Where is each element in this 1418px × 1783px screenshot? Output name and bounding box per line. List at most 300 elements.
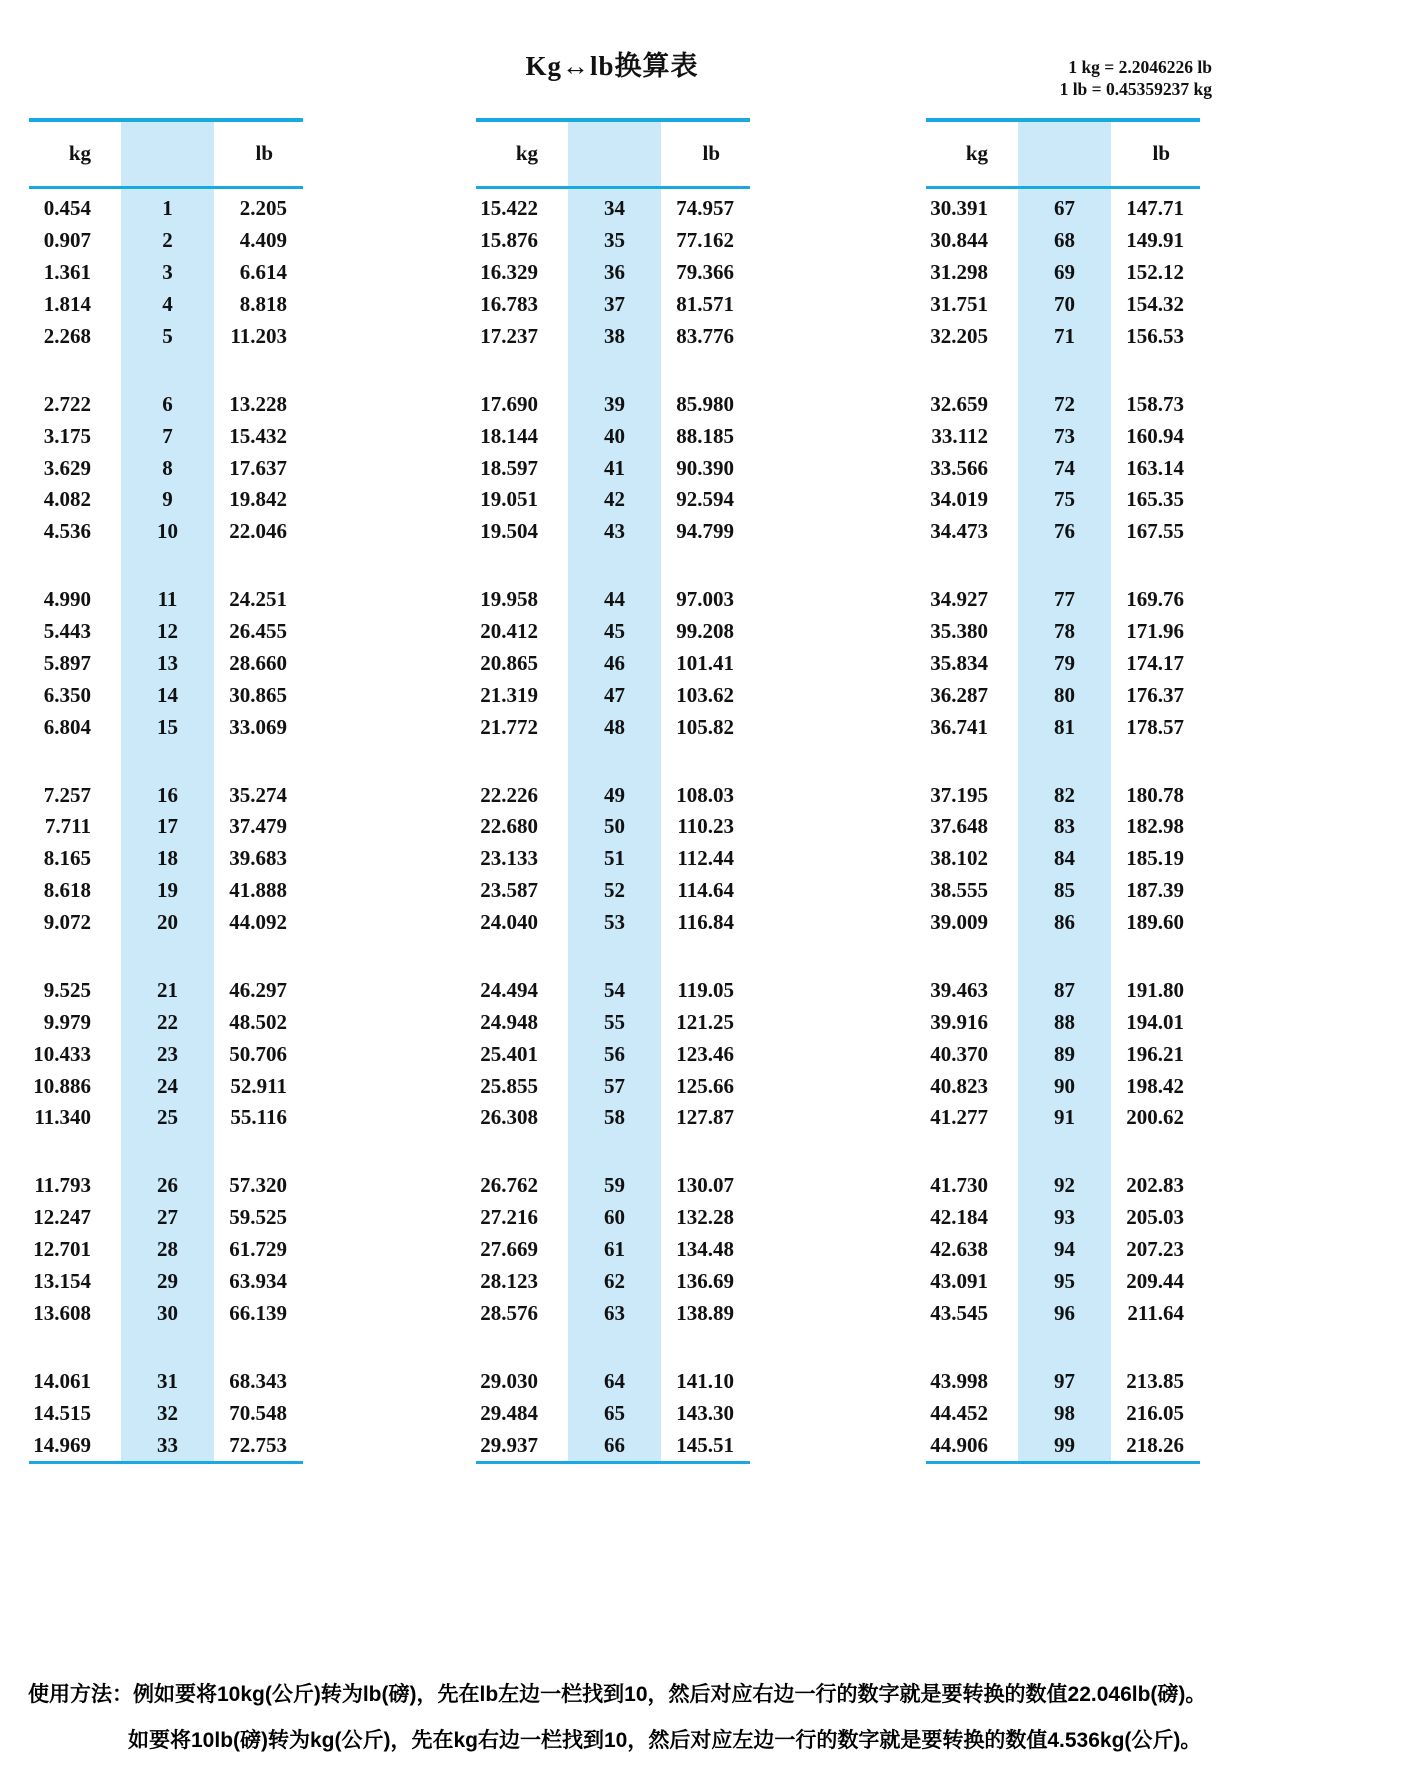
- kg-value-cell: 25.401: [480, 1041, 538, 1066]
- lb-value-cell: 63.934: [229, 1268, 287, 1293]
- table-row: [29, 1202, 303, 1234]
- lb-value-cell: 99.208: [676, 619, 734, 644]
- table-row: [476, 388, 750, 420]
- kg-value-cell: 42.184: [930, 1205, 988, 1230]
- lb-value-cell: 143.30: [676, 1400, 734, 1425]
- index-value-cell: 74: [1054, 455, 1075, 480]
- lb-value-cell: 59.525: [229, 1205, 287, 1230]
- lb-value-cell: 15.432: [229, 423, 287, 448]
- lb-value-cell: 110.23: [677, 814, 734, 839]
- kg-value-cell: 36.741: [930, 714, 988, 739]
- index-value-cell: 51: [604, 846, 625, 871]
- kg-value-cell: 44.452: [930, 1400, 988, 1425]
- table-row: [926, 648, 1200, 680]
- table-row: [29, 975, 303, 1007]
- lb-value-cell: 35.274: [229, 782, 287, 807]
- index-value-cell: 61: [604, 1237, 625, 1262]
- lb-value-cell: 48.502: [229, 1009, 287, 1034]
- conversion-table-group-3: [926, 118, 1200, 1464]
- index-value-cell: 30: [157, 1300, 178, 1325]
- kg-value-cell: 2.722: [43, 391, 91, 416]
- table-row: [926, 1397, 1200, 1429]
- table-row: [476, 1102, 750, 1134]
- index-value-cell: 33: [157, 1432, 178, 1457]
- table-row: [29, 1070, 303, 1102]
- kg-value-cell: 40.370: [930, 1041, 988, 1066]
- kg-value-cell: 36.287: [930, 682, 988, 707]
- kg-value-cell: 44.906: [930, 1432, 988, 1457]
- table-row: [926, 711, 1200, 743]
- index-value-cell: 20: [157, 910, 178, 935]
- row-block-spacer: [29, 938, 303, 974]
- kg-value-cell: 26.762: [480, 1173, 538, 1198]
- kg-value-cell: 30.391: [930, 196, 988, 221]
- lb-value-cell: 125.66: [676, 1073, 734, 1098]
- kg-value-cell: 13.154: [33, 1268, 91, 1293]
- kg-value-cell: 1.361: [43, 260, 91, 285]
- table-row: [926, 616, 1200, 648]
- lb-value-cell: 105.82: [676, 714, 734, 739]
- table-row: [29, 711, 303, 743]
- lb-value-cell: 55.116: [230, 1105, 287, 1130]
- lb-value-cell: 116.84: [677, 910, 734, 935]
- table-row: [476, 1365, 750, 1397]
- index-value-cell: 62: [604, 1268, 625, 1293]
- lb-value-cell: 127.87: [676, 1105, 734, 1130]
- table-row: [29, 679, 303, 711]
- table-row: [926, 1170, 1200, 1202]
- table-row: [926, 1266, 1200, 1298]
- usage-line-1: 使用方法：例如要将10kg(公斤)转为lb(磅)，先在lb左边一栏找到10，然后对应右边一行的数字就是要转换的数值22.046lb(磅)。: [28, 1683, 1207, 1706]
- table-row: [476, 648, 750, 680]
- lb-value-cell: 156.53: [1126, 323, 1184, 348]
- table-row: [476, 1429, 750, 1461]
- table-row: [29, 811, 303, 843]
- index-value-cell: 35: [604, 228, 625, 253]
- kg-value-cell: 28.123: [480, 1268, 538, 1293]
- lb-value-cell: 123.46: [676, 1041, 734, 1066]
- index-value-cell: 96: [1054, 1300, 1075, 1325]
- table-row: [29, 257, 303, 289]
- table-row: [476, 420, 750, 452]
- kg-value-cell: 0.454: [43, 196, 91, 221]
- kg-value-cell: 4.082: [43, 487, 91, 512]
- kg-value-cell: 31.298: [930, 260, 988, 285]
- lb-column-header: lb: [702, 141, 720, 165]
- kg-value-cell: 43.998: [930, 1368, 988, 1393]
- row-block-spacer: [926, 938, 1200, 974]
- index-value-cell: 60: [604, 1205, 625, 1230]
- kg-value-cell: 31.751: [930, 291, 988, 316]
- table-row: [29, 1297, 303, 1329]
- table-row: [29, 452, 303, 484]
- table-row: [476, 452, 750, 484]
- kg-value-cell: 15.422: [480, 196, 538, 221]
- kg-value-cell: 10.886: [33, 1073, 91, 1098]
- kg-column-header: kg: [68, 141, 91, 165]
- index-value-cell: 3: [162, 260, 173, 285]
- table-row: [926, 289, 1200, 321]
- lb-value-cell: 178.57: [1126, 714, 1184, 739]
- row-block-spacer: [29, 548, 303, 584]
- kg-value-cell: 33.112: [931, 423, 988, 448]
- index-value-cell: 37: [604, 291, 625, 316]
- table-row: [926, 452, 1200, 484]
- table-row: [476, 907, 750, 939]
- lb-value-cell: 92.594: [676, 487, 734, 512]
- index-value-cell: 43: [604, 519, 625, 544]
- kg-value-cell: 34.473: [930, 519, 988, 544]
- lb-value-cell: 103.62: [676, 682, 734, 707]
- index-value-cell: 65: [604, 1400, 625, 1425]
- lb-value-cell: 50.706: [229, 1041, 287, 1066]
- index-value-cell: 85: [1054, 878, 1075, 903]
- lb-value-cell: 66.139: [229, 1300, 287, 1325]
- table-row: [926, 1202, 1200, 1234]
- table-row: [29, 1006, 303, 1038]
- lb-value-cell: 33.069: [229, 714, 287, 739]
- kg-value-cell: 3.629: [43, 455, 91, 480]
- kg-column-header: kg: [965, 141, 988, 165]
- index-value-cell: 66: [604, 1432, 625, 1457]
- kg-value-cell: 20.412: [480, 619, 538, 644]
- kg-value-cell: 37.195: [930, 782, 988, 807]
- lb-value-cell: 209.44: [1126, 1268, 1184, 1293]
- lb-value-cell: 114.64: [677, 878, 734, 903]
- index-value-cell: 40: [604, 423, 625, 448]
- kg-value-cell: 27.669: [480, 1237, 538, 1262]
- lb-value-cell: 194.01: [1126, 1009, 1184, 1034]
- row-block-spacer: [29, 1134, 303, 1170]
- table-row: [926, 1429, 1200, 1461]
- index-value-cell: 48: [604, 714, 625, 739]
- lb-value-cell: 149.91: [1126, 228, 1184, 253]
- lb-value-cell: 85.980: [676, 391, 734, 416]
- table-header-row: [476, 122, 750, 186]
- index-value-cell: 70: [1054, 291, 1075, 316]
- lb-value-cell: 46.297: [229, 978, 287, 1003]
- index-value-cell: 42: [604, 487, 625, 512]
- index-value-cell: 4: [162, 291, 173, 316]
- kg-value-cell: 7.711: [44, 814, 91, 839]
- index-value-cell: 83: [1054, 814, 1075, 839]
- lb-value-cell: 26.455: [229, 619, 287, 644]
- index-value-cell: 29: [157, 1268, 178, 1293]
- kg-value-cell: 6.350: [43, 682, 91, 707]
- kg-value-cell: 39.916: [930, 1009, 988, 1034]
- index-value-cell: 81: [1054, 714, 1075, 739]
- index-value-cell: 59: [604, 1173, 625, 1198]
- table-row: [29, 516, 303, 548]
- table-header-row: [926, 122, 1200, 186]
- lb-value-cell: 30.865: [229, 682, 287, 707]
- table-row: [476, 1006, 750, 1038]
- table-row: [476, 811, 750, 843]
- table-row: [476, 779, 750, 811]
- index-value-cell: 82: [1054, 782, 1075, 807]
- lb-value-cell: 205.03: [1126, 1205, 1184, 1230]
- kg-column-header: kg: [515, 141, 538, 165]
- index-value-cell: 64: [604, 1368, 625, 1393]
- kg-value-cell: 19.051: [480, 487, 538, 512]
- kg-value-cell: 25.855: [480, 1073, 538, 1098]
- conversion-table-group-2: [476, 118, 750, 1464]
- table-row: [926, 320, 1200, 352]
- kg-value-cell: 27.216: [480, 1205, 538, 1230]
- lb-value-cell: 160.94: [1126, 423, 1184, 448]
- table-row: [926, 516, 1200, 548]
- table-row: [926, 193, 1200, 225]
- table-row: [476, 289, 750, 321]
- index-value-cell: 27: [157, 1205, 178, 1230]
- table-row: [29, 420, 303, 452]
- index-value-cell: 49: [604, 782, 625, 807]
- index-value-cell: 55: [604, 1009, 625, 1034]
- kg-value-cell: 21.772: [480, 714, 538, 739]
- table-row: [476, 516, 750, 548]
- lb-value-cell: 213.85: [1126, 1368, 1184, 1393]
- kg-value-cell: 17.237: [480, 323, 538, 348]
- lb-value-cell: 121.25: [676, 1009, 734, 1034]
- table-bottom-rule: [476, 1461, 750, 1465]
- index-value-cell: 67: [1054, 196, 1075, 221]
- table-row: [926, 388, 1200, 420]
- table-row: [476, 1170, 750, 1202]
- table-row: [926, 1038, 1200, 1070]
- table-row: [926, 875, 1200, 907]
- table-row: [476, 616, 750, 648]
- lb-value-cell: 97.003: [676, 587, 734, 612]
- lb-value-cell: 185.19: [1126, 846, 1184, 871]
- kg-value-cell: 12.701: [33, 1237, 91, 1262]
- kg-value-cell: 19.958: [480, 587, 538, 612]
- table-row: [476, 1202, 750, 1234]
- index-value-cell: 38: [604, 323, 625, 348]
- index-value-cell: 22: [157, 1009, 178, 1034]
- table-row: [926, 1234, 1200, 1266]
- index-value-cell: 91: [1054, 1105, 1075, 1130]
- lb-value-cell: 138.89: [676, 1300, 734, 1325]
- lb-value-cell: 17.637: [229, 455, 287, 480]
- table-row: [926, 1006, 1200, 1038]
- lb-value-cell: 174.17: [1126, 650, 1184, 675]
- table-row: [476, 1266, 750, 1298]
- lb-value-cell: 152.12: [1126, 260, 1184, 285]
- index-value-cell: 87: [1054, 978, 1075, 1003]
- index-value-cell: 14: [157, 682, 178, 707]
- table-row: [29, 1429, 303, 1461]
- index-value-cell: 44: [604, 587, 625, 612]
- kg-value-cell: 17.690: [480, 391, 538, 416]
- lb-value-cell: 119.05: [677, 978, 734, 1003]
- lb-value-cell: 136.69: [676, 1268, 734, 1293]
- index-value-cell: 45: [604, 619, 625, 644]
- kg-value-cell: 23.133: [480, 846, 538, 871]
- kg-value-cell: 29.030: [480, 1368, 538, 1393]
- lb-value-cell: 165.35: [1126, 487, 1184, 512]
- index-value-cell: 79: [1054, 650, 1075, 675]
- table-row: [29, 320, 303, 352]
- index-value-cell: 47: [604, 682, 625, 707]
- index-value-cell: 95: [1054, 1268, 1075, 1293]
- index-value-cell: 93: [1054, 1205, 1075, 1230]
- kg-value-cell: 24.494: [480, 978, 538, 1003]
- kg-value-cell: 4.536: [43, 519, 91, 544]
- index-value-cell: 13: [157, 650, 178, 675]
- table-row: [29, 779, 303, 811]
- kg-value-cell: 41.277: [930, 1105, 988, 1130]
- kg-value-cell: 33.566: [930, 455, 988, 480]
- lb-value-cell: 112.44: [677, 846, 734, 871]
- usage-instructions: [28, 1672, 1206, 1764]
- table-row: [476, 1297, 750, 1329]
- lb-value-cell: 200.62: [1126, 1105, 1184, 1130]
- kg-value-cell: 29.484: [480, 1400, 538, 1425]
- kg-value-cell: 43.091: [930, 1268, 988, 1293]
- kg-value-cell: 42.638: [930, 1237, 988, 1262]
- lb-value-cell: 77.162: [676, 228, 734, 253]
- index-value-cell: 2: [162, 228, 173, 253]
- row-block-spacer: [476, 352, 750, 388]
- table-row: [926, 225, 1200, 257]
- table-row: [926, 484, 1200, 516]
- table-row: [29, 1397, 303, 1429]
- table-row: [29, 388, 303, 420]
- lb-value-cell: 196.21: [1126, 1041, 1184, 1066]
- index-value-cell: 75: [1054, 487, 1075, 512]
- table-row: [29, 193, 303, 225]
- table-rows: [29, 189, 303, 1461]
- kg-value-cell: 24.040: [480, 910, 538, 935]
- table-row: [29, 843, 303, 875]
- index-value-cell: 15: [157, 714, 178, 739]
- index-value-cell: 57: [604, 1073, 625, 1098]
- table-row: [29, 648, 303, 680]
- index-value-cell: 8: [162, 455, 173, 480]
- kg-value-cell: 39.009: [930, 910, 988, 935]
- kg-value-cell: 0.907: [43, 228, 91, 253]
- table-row: [926, 907, 1200, 939]
- table-row: [29, 1038, 303, 1070]
- index-value-cell: 25: [157, 1105, 178, 1130]
- kg-value-cell: 5.897: [43, 650, 91, 675]
- index-value-cell: 21: [157, 978, 178, 1003]
- conversion-table-group-1: [29, 118, 303, 1464]
- lb-column-header: lb: [255, 141, 273, 165]
- lb-value-cell: 134.48: [676, 1237, 734, 1262]
- kg-value-cell: 14.061: [33, 1368, 91, 1393]
- index-value-cell: 16: [157, 782, 178, 807]
- lb-value-cell: 145.51: [676, 1432, 734, 1457]
- index-value-cell: 63: [604, 1300, 625, 1325]
- lb-value-cell: 158.73: [1126, 391, 1184, 416]
- table-row: [926, 843, 1200, 875]
- lb-value-cell: 39.683: [229, 846, 287, 871]
- lb-value-cell: 13.228: [229, 391, 287, 416]
- lb-value-cell: 70.548: [229, 1400, 287, 1425]
- index-value-cell: 52: [604, 878, 625, 903]
- index-value-cell: 31: [157, 1368, 178, 1393]
- kg-value-cell: 32.659: [930, 391, 988, 416]
- lb-value-cell: 90.390: [676, 455, 734, 480]
- kg-value-cell: 11.793: [34, 1173, 91, 1198]
- table-row: [476, 1397, 750, 1429]
- table-row: [29, 484, 303, 516]
- lb-value-cell: 189.60: [1126, 910, 1184, 935]
- lb-value-cell: 83.776: [676, 323, 734, 348]
- kg-value-cell: 18.597: [480, 455, 538, 480]
- kg-value-cell: 21.319: [480, 682, 538, 707]
- kg-value-cell: 22.226: [480, 782, 538, 807]
- index-value-cell: 34: [604, 196, 625, 221]
- lb-value-cell: 81.571: [676, 291, 734, 316]
- row-block-spacer: [476, 548, 750, 584]
- table-row: [476, 975, 750, 1007]
- table-row: [29, 907, 303, 939]
- row-block-spacer: [476, 1134, 750, 1170]
- lb-value-cell: 171.96: [1126, 619, 1184, 644]
- kg-value-cell: 9.525: [43, 978, 91, 1003]
- table-row: [926, 779, 1200, 811]
- lb-value-cell: 218.26: [1126, 1432, 1184, 1457]
- table-row: [29, 1234, 303, 1266]
- kg-value-cell: 37.648: [930, 814, 988, 839]
- lb-value-cell: 167.55: [1126, 519, 1184, 544]
- kg-value-cell: 24.948: [480, 1009, 538, 1034]
- table-row: [926, 584, 1200, 616]
- index-value-cell: 36: [604, 260, 625, 285]
- table-row: [29, 584, 303, 616]
- table-row: [29, 289, 303, 321]
- lb-value-cell: 191.80: [1126, 978, 1184, 1003]
- kg-value-cell: 38.102: [930, 846, 988, 871]
- index-value-cell: 18: [157, 846, 178, 871]
- index-value-cell: 11: [157, 587, 178, 612]
- kg-value-cell: 3.175: [43, 423, 91, 448]
- kg-value-cell: 32.205: [930, 323, 988, 348]
- row-block-spacer: [926, 548, 1200, 584]
- index-value-cell: 56: [604, 1041, 625, 1066]
- index-value-cell: 90: [1054, 1073, 1075, 1098]
- lb-value-cell: 180.78: [1126, 782, 1184, 807]
- lb-value-cell: 57.320: [229, 1173, 287, 1198]
- lb-value-cell: 132.28: [676, 1205, 734, 1230]
- lb-value-cell: 74.957: [676, 196, 734, 221]
- index-value-cell: 24: [157, 1073, 178, 1098]
- index-value-cell: 28: [157, 1237, 178, 1262]
- row-block-spacer: [29, 743, 303, 779]
- table-row: [476, 875, 750, 907]
- kg-value-cell: 5.443: [43, 619, 91, 644]
- lb-value-cell: 61.729: [229, 1237, 287, 1262]
- row-block-spacer: [476, 938, 750, 974]
- index-value-cell: 97: [1054, 1368, 1075, 1393]
- lb-value-cell: 11.203: [230, 323, 287, 348]
- lb-value-cell: 79.366: [676, 260, 734, 285]
- table-row: [926, 811, 1200, 843]
- kg-value-cell: 1.814: [43, 291, 91, 316]
- table-row: [926, 257, 1200, 289]
- lb-value-cell: 163.14: [1126, 455, 1184, 480]
- index-value-cell: 50: [604, 814, 625, 839]
- index-value-cell: 54: [604, 978, 625, 1003]
- lb-value-cell: 130.07: [676, 1173, 734, 1198]
- index-value-cell: 7: [162, 423, 173, 448]
- index-value-cell: 71: [1054, 323, 1075, 348]
- kg-value-cell: 7.257: [43, 782, 91, 807]
- lb-value-cell: 176.37: [1126, 682, 1184, 707]
- row-block-spacer: [29, 352, 303, 388]
